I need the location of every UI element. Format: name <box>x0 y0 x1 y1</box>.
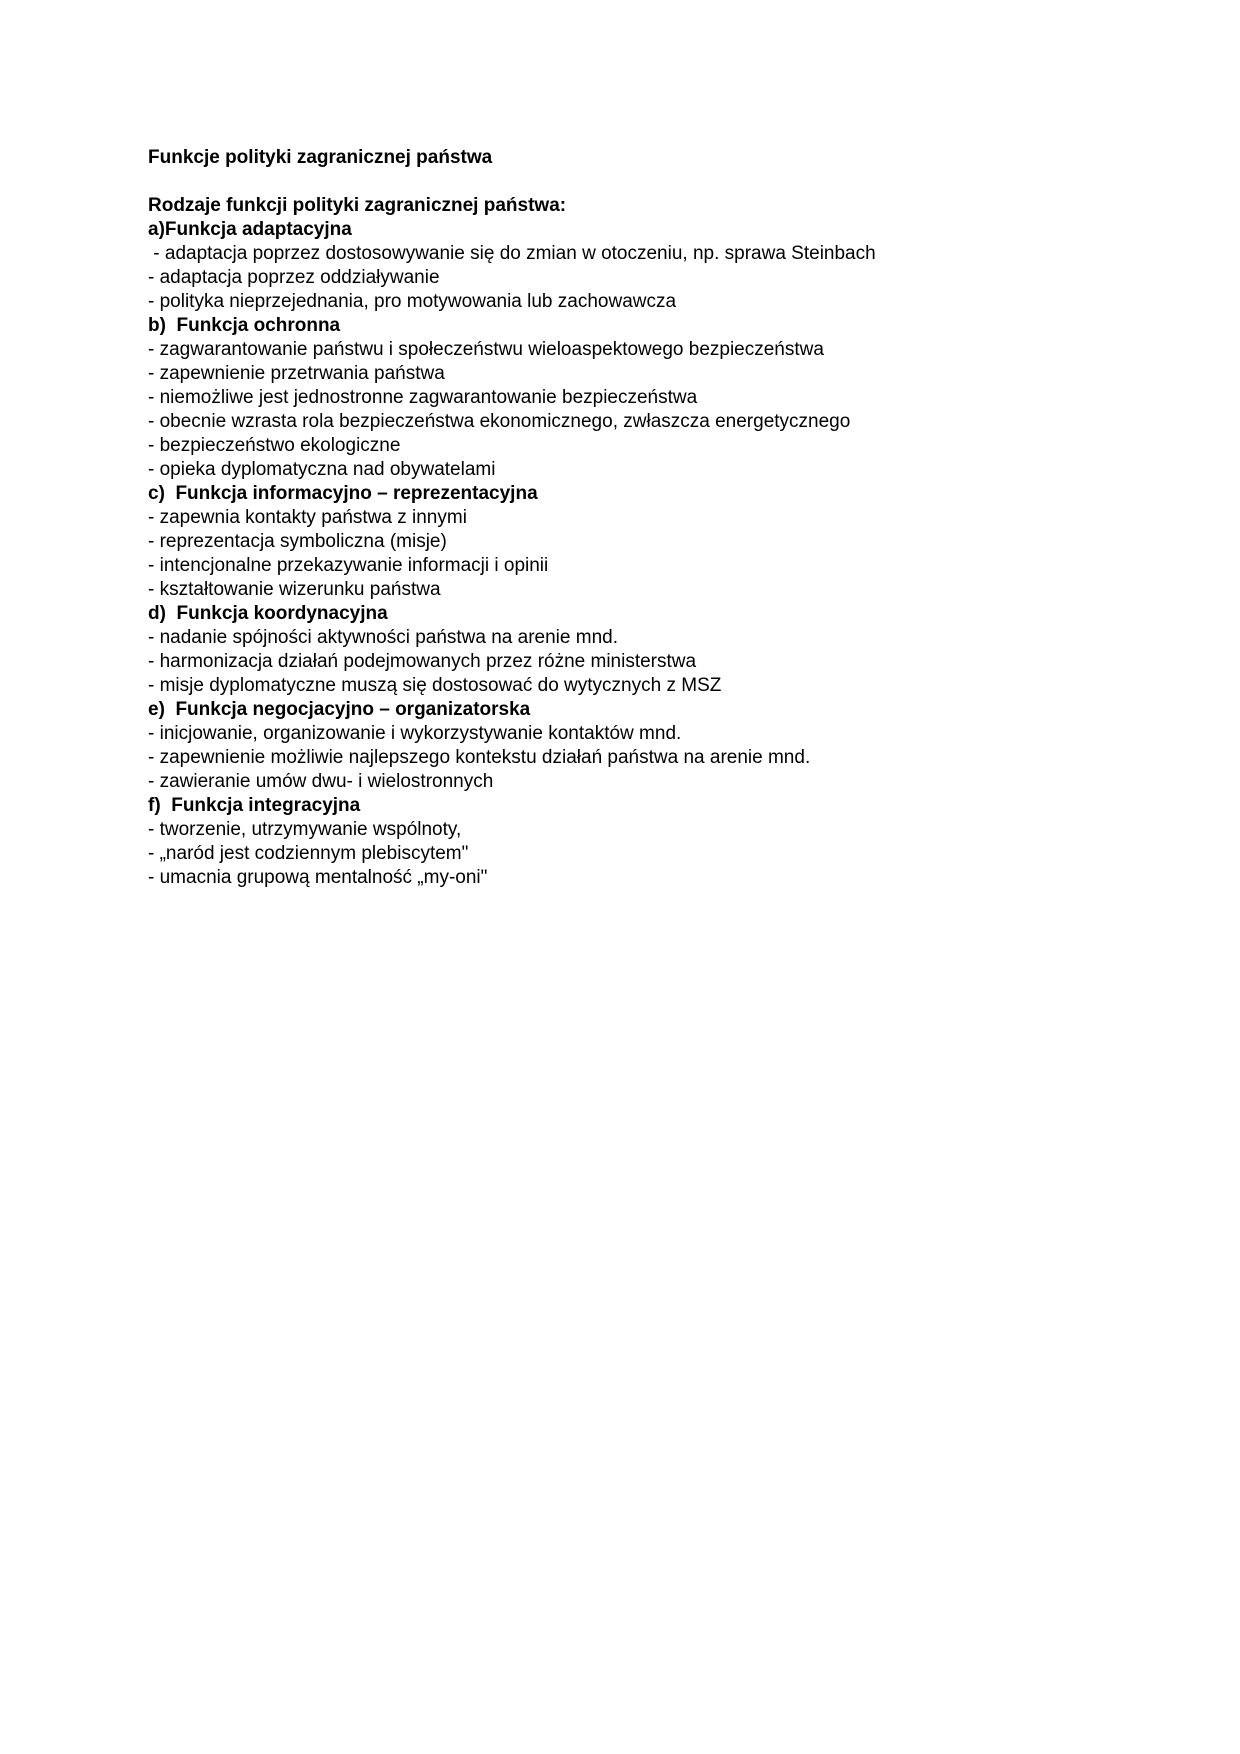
list-item: - obecnie wzrasta rola bezpieczeństwa ekonomicznego, zwłaszcza energetycznego <box>148 411 851 432</box>
list-item: - zapewnienie przetrwania państwa <box>148 363 445 384</box>
section-integracyjna <box>148 794 1148 890</box>
list-item: - zapewnienie możliwie najlepszego kontekstu działań państwa na arenie mnd. <box>148 747 811 768</box>
section-heading: f) Funkcja integracyjna <box>148 795 361 816</box>
document-body <box>148 194 1148 890</box>
section-negocjacyjno-organizatorska <box>148 698 1148 794</box>
section-koordynacyjna <box>148 602 1148 698</box>
list-item: - inicjowanie, organizowanie i wykorzystywanie kontaktów mnd. <box>148 723 682 744</box>
list-item: - adaptacja poprzez dostosowywanie się do zmian w otoczeniu, np. sprawa Steinbach <box>148 243 876 264</box>
list-item: - polityka nieprzejednania, pro motywowania lub zachowawcza <box>148 291 677 312</box>
section-heading: b) Funkcja ochronna <box>148 315 341 336</box>
list-item: - bezpieczeństwo ekologiczne <box>148 435 401 456</box>
list-item: - reprezentacja symboliczna (misje) <box>148 531 447 552</box>
section-heading: c) Funkcja informacyjno – reprezentacyjna <box>148 483 538 504</box>
section-adaptacyjna <box>148 218 1148 314</box>
list-item: - umacnia grupową mentalność „my-oni" <box>148 867 488 888</box>
section-ochronna <box>148 314 1148 482</box>
document-title: Funkcje polityki zagranicznej państwa <box>148 147 493 168</box>
document-page <box>148 0 1148 1754</box>
section-informacyjno-reprezentacyjna <box>148 482 1148 602</box>
list-item: - kształtowanie wizerunku państwa <box>148 579 441 600</box>
list-item: - harmonizacja działań podejmowanych przez różne ministerstwa <box>148 651 697 672</box>
list-item: - zawieranie umów dwu- i wielostronnych <box>148 771 494 792</box>
list-item: - tworzenie, utrzymywanie wspólnoty, <box>148 819 462 840</box>
list-item: - zagwarantowanie państwu i społeczeństwu wieloaspektowego bezpieczeństwa <box>148 339 824 360</box>
list-item: - nadanie spójności aktywności państwa na arenie mnd. <box>148 627 618 648</box>
list-item: - adaptacja poprzez oddziaływanie <box>148 267 440 288</box>
list-item: - zapewnia kontakty państwa z innymi <box>148 507 467 528</box>
section-heading: a)Funkcja adaptacyjna <box>148 219 352 240</box>
document-subtitle: Rodzaje funkcji polityki zagranicznej państwa: <box>148 195 567 216</box>
list-item: - niemożliwe jest jednostronne zagwarantowanie bezpieczeństwa <box>148 387 698 408</box>
list-item: - opieka dyplomatyczna nad obywatelami <box>148 459 496 480</box>
list-item: - misje dyplomatyczne muszą się dostosować do wytycznych z MSZ <box>148 675 722 696</box>
section-heading: e) Funkcja negocjacyjno – organizatorska <box>148 699 531 720</box>
list-item: - intencjonalne przekazywanie informacji i opinii <box>148 555 549 576</box>
section-heading: d) Funkcja koordynacyjna <box>148 603 388 624</box>
list-item: - „naród jest codziennym plebiscytem" <box>148 843 469 864</box>
